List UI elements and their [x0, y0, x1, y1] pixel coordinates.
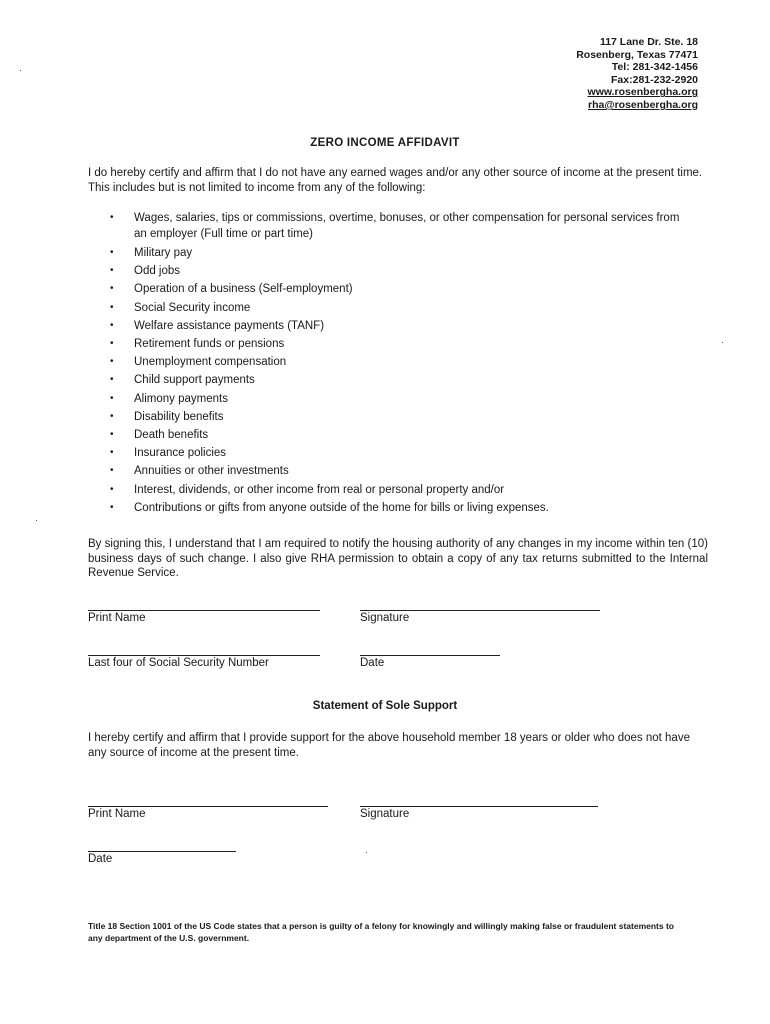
address-city: Rosenberg, Texas 77471: [576, 48, 698, 61]
income-source-item: [88, 280, 688, 298]
income-source-item: [88, 210, 688, 242]
income-source-item: [88, 390, 688, 408]
income-source-item: [88, 408, 688, 426]
income-sources-list: [88, 210, 688, 517]
income-source-item: [88, 299, 688, 317]
bullet-icon: •: [110, 319, 114, 331]
bullet-icon: •: [110, 447, 114, 459]
income-source-label: Unemployment compensation: [134, 356, 287, 369]
income-source-item: [88, 462, 688, 480]
bullet-icon: •: [110, 501, 114, 513]
legal-footer: Title 18 Section 1001 of the US Code states that a person is guilty of a felony for knowingly and willingly making false or fraudulent statements to any department of the U.S. government.: [88, 921, 674, 943]
ssn-line[interactable]: [88, 655, 320, 656]
bullet-icon: •: [110, 338, 114, 350]
sole-signature-label: Signature: [360, 808, 410, 820]
ssn-label: Last four of Social Security Number: [88, 657, 269, 669]
income-source-label: Wages, salaries, tips or commissions, overtime, bonuses, or other compensation for personal services from an employer (Full time or part time): [134, 212, 680, 240]
date-label: Date: [360, 657, 385, 669]
income-source-label: Contributions or gifts from anyone outside of the home for bills or living expenses.: [134, 501, 549, 514]
income-source-item: [88, 353, 688, 371]
income-source-label: Insurance policies: [134, 447, 227, 460]
address-fax: Fax:281-232-2920: [611, 73, 698, 86]
income-source-item: [88, 244, 688, 262]
income-source-label: Social Security income: [134, 301, 251, 314]
sole-signature-line[interactable]: [360, 806, 598, 807]
website-link[interactable]: www.rosenbergha.org: [587, 86, 698, 99]
income-source-item: [88, 317, 688, 335]
scan-speck: [722, 342, 723, 343]
income-source-item: [88, 444, 688, 462]
bullet-icon: •: [110, 429, 114, 441]
sole-date-label: Date: [88, 853, 113, 865]
bullet-icon: •: [110, 283, 114, 295]
income-source-label: Child support payments: [134, 374, 255, 387]
income-source-label: Welfare assistance payments (TANF): [134, 319, 325, 332]
income-source-item: [88, 335, 688, 353]
income-source-label: Alimony payments: [134, 392, 228, 405]
income-source-label: Operation of a business (Self-employment): [134, 283, 353, 296]
bullet-icon: •: [110, 465, 114, 477]
address-tel: Tel: 281-342-1456: [611, 61, 698, 74]
bullet-icon: •: [110, 392, 114, 404]
date-line[interactable]: [360, 655, 500, 656]
address-street: 117 Lane Dr. Ste. 18: [599, 36, 698, 48]
income-source-item: [88, 426, 688, 444]
bullet-icon: •: [110, 374, 114, 386]
income-source-label: Annuities or other investments: [134, 465, 289, 478]
sole-support-paragraph: I hereby certify and affirm that I provide support for the above household member 18 years or older who does not have any source of income at the present time.: [88, 732, 690, 759]
income-source-label: Military pay: [134, 247, 193, 259]
income-source-item: [88, 481, 688, 499]
income-source-item: [88, 262, 688, 280]
scan-speck: [20, 70, 21, 71]
email-link[interactable]: rha@rosenbergha.org: [587, 98, 698, 111]
bullet-icon: •: [110, 265, 114, 277]
scan-speck: [366, 852, 367, 853]
income-source-label: Disability benefits: [134, 410, 224, 423]
print-name-label: Print Name: [88, 612, 146, 624]
scan-speck: [36, 520, 37, 521]
bullet-icon: •: [110, 483, 114, 495]
bullet-icon: •: [110, 410, 114, 422]
print-name-line[interactable]: [88, 610, 320, 611]
signature-label: Signature: [360, 612, 410, 624]
bullet-icon: •: [110, 356, 114, 368]
signing-paragraph: By signing this, I understand that I am required to notify the housing authority of any changes in my income within ten (10) business days of such change. I also give RHA permission to obtain a copy of any tax returns submitted to the Internal Revenue Service.: [88, 538, 708, 579]
signature-line[interactable]: [360, 610, 600, 611]
income-source-label: Odd jobs: [134, 265, 181, 278]
income-source-label: Death benefits: [134, 429, 209, 442]
bullet-icon: •: [110, 247, 114, 258]
income-source-item: [88, 499, 688, 517]
sole-date-line[interactable]: [88, 851, 236, 852]
income-source-item: [88, 371, 688, 389]
bullet-icon: •: [110, 301, 114, 313]
page-title: ZERO INCOME AFFIDAVIT: [310, 137, 460, 149]
sole-print-name-line[interactable]: [88, 806, 328, 807]
income-source-label: Interest, dividends, or other income from real or personal property and/or: [134, 483, 505, 496]
income-source-label: Retirement funds or pensions: [134, 338, 285, 351]
address-block: [576, 36, 698, 112]
sole-support-title: Statement of Sole Support: [312, 700, 458, 712]
sole-print-name-label: Print Name: [88, 808, 146, 820]
bullet-icon: •: [110, 212, 114, 223]
intro-paragraph: I do hereby certify and affirm that I do not have any earned wages and/or any other source of income at the present time. This includes but is not limited to income from any of the following:: [88, 167, 703, 194]
